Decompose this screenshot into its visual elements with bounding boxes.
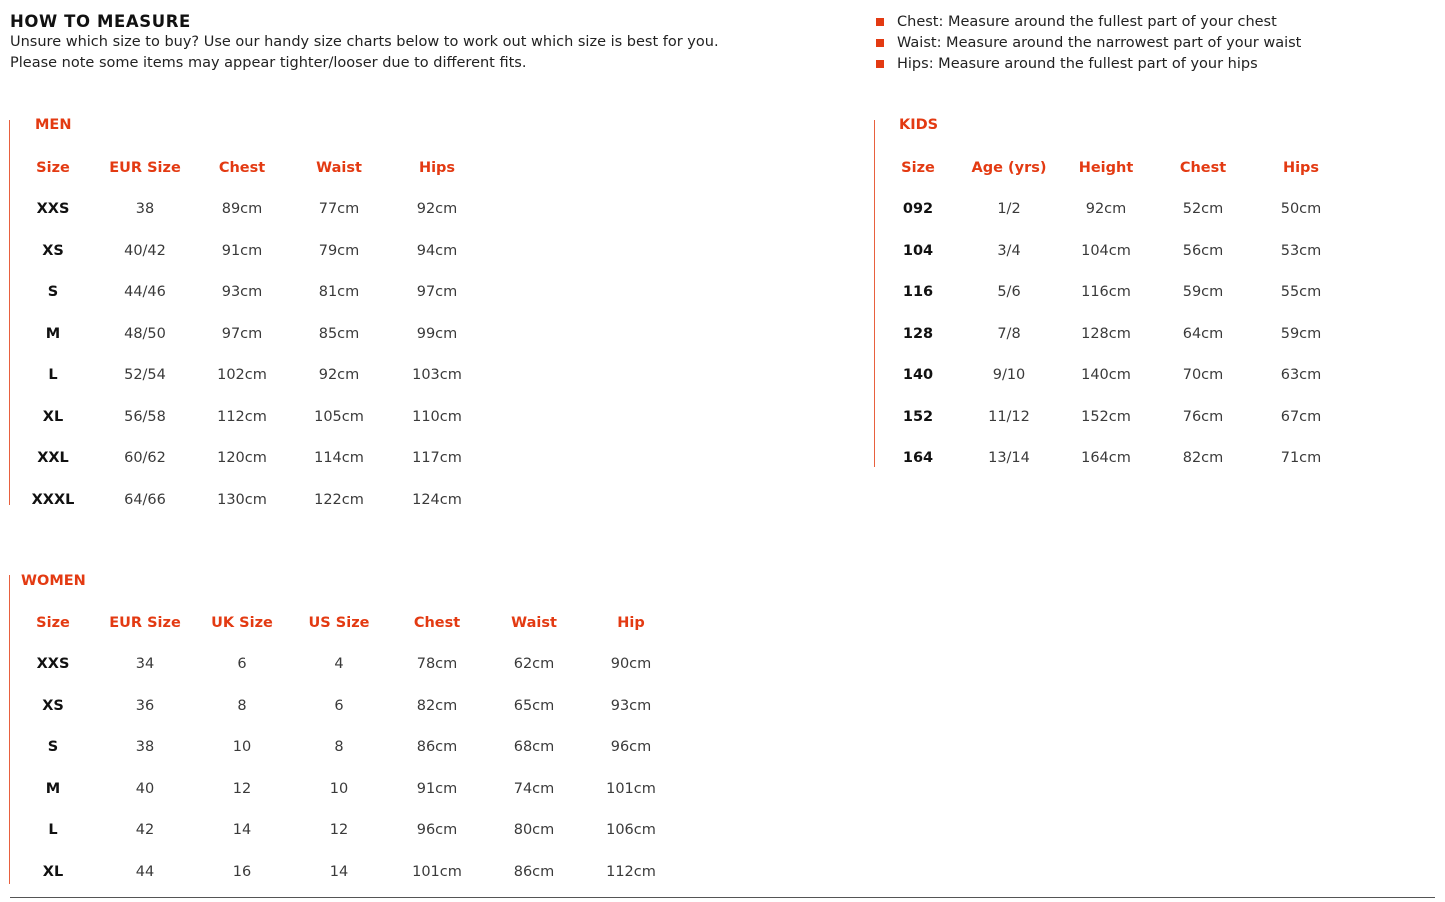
table-cell: 130cm: [217, 491, 267, 508]
tip-hips: [876, 54, 1301, 75]
table-cell: 65cm: [513, 697, 555, 714]
table-cell: 34: [135, 656, 155, 672]
table-cell: 71cm: [1280, 450, 1322, 466]
size-label: L: [48, 367, 58, 383]
size-label: XL: [42, 408, 64, 425]
tip-text: Waist: Measure around the narrowest part of your waist: [897, 34, 1302, 51]
table-cell: 101cm: [412, 863, 462, 880]
table-cell: 91cm: [221, 242, 263, 259]
column-header: Age (yrs): [971, 160, 1047, 176]
size-label: M: [45, 325, 61, 342]
table-cell: 4: [334, 656, 344, 672]
column-header: Size: [901, 160, 935, 176]
table-cell: 92cm: [1085, 201, 1127, 217]
table-cell: 11/12: [988, 408, 1030, 425]
table-cell: 117cm: [412, 450, 462, 466]
kids-size-chart: [874, 117, 1355, 467]
column-header: Waist: [511, 615, 557, 631]
table-cell: 38: [135, 201, 155, 217]
table-cell: 6: [334, 697, 344, 714]
table-cell: 62cm: [513, 656, 555, 672]
table-cell: 3/4: [997, 242, 1021, 259]
table-cell: 16: [232, 863, 252, 880]
intro-text-line-1: Unsure which size to buy? Use our handy size charts below to work out which size is best for you.: [10, 34, 719, 50]
size-label: XS: [42, 697, 64, 714]
size-label: L: [48, 822, 58, 838]
table-cell: 56/58: [124, 408, 166, 425]
column-header: Chest: [1179, 160, 1227, 176]
table-cell: 114cm: [314, 450, 364, 466]
table-cell: 63cm: [1280, 367, 1322, 383]
intro-text-line-2: Please note some items may appear tighter/looser due to different fits.: [10, 54, 527, 71]
size-label: XXS: [36, 656, 70, 672]
column-header: Height: [1078, 160, 1134, 176]
table-cell: 105cm: [314, 408, 364, 425]
size-label: 140: [902, 367, 934, 383]
table-cell: 76cm: [1182, 408, 1224, 425]
square-bullet-icon: [876, 39, 884, 47]
table-cell: 13/14: [988, 450, 1030, 466]
table-cell: 82cm: [416, 697, 458, 714]
table-cell: 89cm: [221, 201, 263, 217]
column-header: Hips: [1282, 160, 1320, 176]
table-cell: 56cm: [1182, 242, 1224, 259]
table-cell: 68cm: [513, 739, 555, 755]
table-cell: 96cm: [610, 739, 652, 755]
table-cell: 59cm: [1280, 325, 1322, 342]
table-cell: 116cm: [1081, 284, 1131, 300]
size-label: S: [47, 284, 59, 300]
women-size-chart: [9, 575, 690, 884]
table-cell: 120cm: [217, 450, 267, 466]
table-cell: 97cm: [221, 325, 263, 342]
column-header: Waist: [316, 160, 362, 176]
table-cell: 112cm: [606, 863, 656, 880]
table-cell: 42: [135, 822, 155, 838]
size-label: XXS: [36, 201, 70, 217]
table-cell: 14: [232, 822, 252, 838]
table-cell: 38: [135, 739, 155, 755]
table-cell: 85cm: [318, 325, 360, 342]
table-cell: 112cm: [217, 408, 267, 425]
column-header: Hips: [418, 160, 456, 176]
table-cell: 79cm: [318, 242, 360, 259]
table-cell: 92cm: [318, 367, 360, 383]
table-cell: 9/10: [992, 367, 1026, 383]
table-cell: 52/54: [124, 367, 166, 383]
table-cell: 74cm: [513, 780, 555, 797]
column-header: Size: [36, 160, 70, 176]
column-header: EUR Size: [109, 615, 181, 631]
table-cell: 102cm: [217, 367, 267, 383]
table-cell: 97cm: [416, 284, 458, 300]
table-cell: 103cm: [412, 367, 462, 383]
column-header: EUR Size: [109, 160, 181, 176]
table-cell: 81cm: [318, 284, 360, 300]
table-cell: 10: [232, 739, 252, 755]
table-cell: 90cm: [610, 656, 652, 672]
size-label: S: [47, 739, 59, 755]
tip-text: Chest: Measure around the fullest part of your chest: [897, 14, 1277, 30]
table-cell: 92cm: [416, 201, 458, 217]
table-cell: 80cm: [513, 822, 555, 838]
size-label: XXL: [37, 450, 69, 466]
table-cell: 70cm: [1182, 367, 1224, 383]
table-cell: 64cm: [1182, 325, 1224, 342]
tip-waist: [876, 33, 1301, 54]
table-cell: 14: [329, 863, 349, 880]
table-cell: 78cm: [416, 656, 458, 672]
table-cell: 82cm: [1182, 450, 1224, 466]
size-label: 164: [902, 450, 934, 466]
table-cell: 12: [329, 822, 349, 838]
table-cell: 52cm: [1182, 201, 1224, 217]
table-cell: 122cm: [314, 491, 364, 508]
table-cell: 164cm: [1081, 450, 1131, 466]
square-bullet-icon: [876, 60, 884, 68]
table-cell: 106cm: [606, 822, 656, 838]
table-cell: 55cm: [1280, 284, 1322, 300]
size-label: 152: [902, 408, 934, 425]
table-cell: 77cm: [318, 201, 360, 217]
table-cell: 128cm: [1081, 325, 1131, 342]
table-cell: 96cm: [416, 822, 458, 838]
column-header: Chest: [218, 160, 266, 176]
table-cell: 44/46: [124, 284, 166, 300]
table-cell: 5/6: [997, 284, 1021, 300]
table-cell: 104cm: [1081, 242, 1131, 259]
column-header: UK Size: [211, 615, 273, 631]
column-header: Size: [36, 615, 70, 631]
table-cell: 10: [329, 780, 349, 797]
table-cell: 101cm: [606, 780, 656, 797]
table-cell: 59cm: [1182, 284, 1224, 300]
table-cell: 124cm: [412, 491, 462, 508]
size-label: XXXL: [31, 491, 75, 508]
table-cell: 99cm: [416, 325, 458, 342]
tip-text: Hips: Measure around the fullest part of your hips: [897, 55, 1258, 72]
table-cell: 86cm: [416, 739, 458, 755]
men-size-chart: [9, 117, 490, 508]
table-cell: 86cm: [513, 863, 555, 880]
table-cell: 1/2: [997, 201, 1021, 217]
tip-chest: [876, 12, 1301, 33]
table-cell: 44: [135, 863, 155, 880]
table-cell: 94cm: [416, 242, 458, 259]
table-cell: 6: [237, 656, 247, 672]
column-header: US Size: [308, 615, 370, 631]
table-cell: 50cm: [1280, 201, 1322, 217]
table-cell: 93cm: [221, 284, 263, 300]
square-bullet-icon: [876, 18, 884, 26]
table-cell: 8: [334, 739, 344, 755]
table-cell: 110cm: [412, 408, 462, 425]
size-label: 104: [902, 242, 934, 259]
size-label: XL: [42, 863, 64, 880]
table-cell: 36: [135, 697, 155, 714]
table-cell: 8: [237, 697, 247, 714]
footer-divider: [10, 897, 1435, 898]
men-section-title: MEN: [35, 117, 72, 133]
page-title: HOW TO MEASURE: [10, 12, 191, 31]
column-header: Hip: [617, 615, 645, 631]
measuring-tips-list: [876, 12, 1301, 74]
column-header: Chest: [413, 615, 461, 631]
table-cell: 140cm: [1081, 367, 1131, 383]
table-cell: 7/8: [997, 325, 1021, 342]
table-cell: 67cm: [1280, 408, 1322, 425]
table-cell: 91cm: [416, 780, 458, 797]
intro-block: [10, 11, 830, 73]
table-cell: 64/66: [124, 491, 166, 508]
table-cell: 152cm: [1081, 408, 1131, 425]
table-cell: 12: [232, 780, 252, 797]
table-cell: 53cm: [1280, 242, 1322, 259]
size-label: M: [45, 780, 61, 797]
size-label: 092: [902, 201, 934, 217]
size-label: XS: [42, 242, 64, 259]
size-label: 128: [902, 325, 934, 342]
size-label: 116: [902, 284, 934, 300]
women-section-title: WOMEN: [21, 573, 86, 589]
table-cell: 40: [135, 780, 155, 797]
table-cell: 40/42: [124, 242, 166, 259]
table-cell: 93cm: [610, 697, 652, 714]
table-cell: 60/62: [124, 450, 166, 466]
kids-section-title: KIDS: [899, 117, 939, 133]
table-cell: 48/50: [124, 325, 166, 342]
